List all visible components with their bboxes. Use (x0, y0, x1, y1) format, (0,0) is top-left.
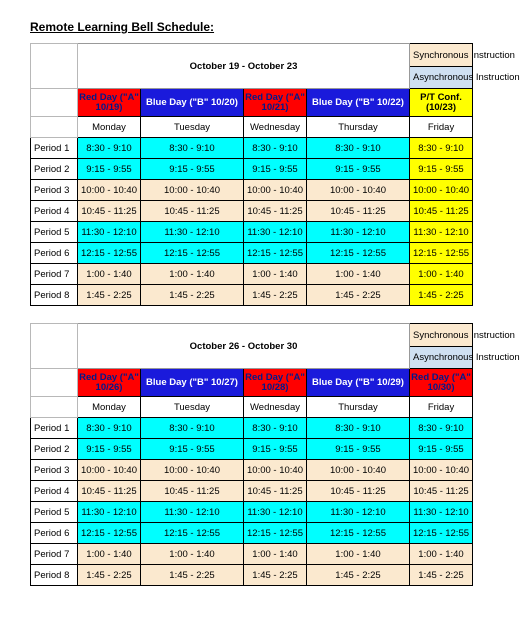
legend-synchronous: Synchronous Instruction (410, 324, 473, 347)
table-row (31, 285, 473, 306)
period-time-cell: 10:00 - 10:40 (141, 460, 244, 481)
period-time-cell: 1:45 - 2:25 (244, 565, 307, 586)
period-time-cell: 10:45 - 11:25 (410, 481, 473, 502)
empty-cell (31, 369, 78, 397)
table-row (31, 222, 473, 243)
week-date-range: October 19 - October 23 (78, 44, 410, 89)
day-type-label: Red Day ("A" 10/26) (78, 369, 141, 397)
day-name: Thursday (307, 117, 410, 138)
day-name: Tuesday (141, 117, 244, 138)
empty-cell (31, 117, 78, 138)
week-schedule-table (30, 323, 520, 586)
day-type-label: Red Day ("A" 10/19) (78, 89, 141, 117)
day-type-label: Blue Day ("B" 10/22) (307, 89, 410, 117)
period-label: Period 3 (31, 180, 78, 201)
period-time-cell: 8:30 - 9:10 (78, 418, 141, 439)
period-time-cell: 10:00 - 10:40 (410, 460, 473, 481)
day-name: Thursday (307, 397, 410, 418)
period-time-cell: 10:45 - 11:25 (410, 201, 473, 222)
page-title: Remote Learning Bell Schedule: (30, 20, 215, 34)
period-time-cell: 10:00 - 10:40 (244, 180, 307, 201)
day-type-label: Red Day ("A" 10/30) (410, 369, 473, 397)
empty-cell (31, 397, 78, 418)
period-time-cell: 10:00 - 10:40 (307, 460, 410, 481)
period-time-cell: 10:45 - 11:25 (141, 481, 244, 502)
period-time-cell: 10:00 - 10:40 (410, 180, 473, 201)
period-label: Period 4 (31, 481, 78, 502)
header-corner-cell (31, 324, 78, 369)
period-time-cell: 1:00 - 1:40 (78, 544, 141, 565)
day-type-label: P/T Conf. (10/23) (410, 89, 473, 117)
period-label: Period 6 (31, 523, 78, 544)
table-row (31, 159, 473, 180)
period-label: Period 3 (31, 460, 78, 481)
table-row (31, 523, 473, 544)
period-time-cell: 1:45 - 2:25 (307, 285, 410, 306)
table-row (31, 481, 473, 502)
day-name: Wednesday (244, 397, 307, 418)
period-label: Period 6 (31, 243, 78, 264)
period-time-cell: 8:30 - 9:10 (410, 418, 473, 439)
day-name: Wednesday (244, 117, 307, 138)
period-time-cell: 10:45 - 11:25 (78, 481, 141, 502)
period-time-cell: 1:45 - 2:25 (78, 285, 141, 306)
period-label: Period 2 (31, 439, 78, 460)
empty-cell (31, 89, 78, 117)
period-time-cell: 11:30 - 12:10 (410, 502, 473, 523)
period-time-cell: 1:45 - 2:25 (141, 565, 244, 586)
period-time-cell: 1:00 - 1:40 (307, 264, 410, 285)
period-time-cell: 1:00 - 1:40 (141, 264, 244, 285)
period-time-cell: 8:30 - 9:10 (141, 418, 244, 439)
day-type-label: Red Day ("A" 10/28) (244, 369, 307, 397)
period-time-cell: 1:00 - 1:40 (410, 264, 473, 285)
period-time-cell: 8:30 - 9:10 (78, 138, 141, 159)
day-type-label: Blue Day ("B" 10/27) (141, 369, 244, 397)
legend-asynchronous: Asynchronous Instruction (410, 347, 473, 369)
day-type-label: Blue Day ("B" 10/29) (307, 369, 410, 397)
period-time-cell: 12:15 - 12:55 (141, 523, 244, 544)
period-label: Period 7 (31, 264, 78, 285)
period-time-cell: 10:45 - 11:25 (307, 481, 410, 502)
table-row (31, 264, 473, 285)
period-label: Period 2 (31, 159, 78, 180)
period-time-cell: 9:15 - 9:55 (78, 439, 141, 460)
period-time-cell: 9:15 - 9:55 (307, 159, 410, 180)
period-time-cell: 11:30 - 12:10 (307, 222, 410, 243)
period-label: Period 1 (31, 418, 78, 439)
period-time-cell: 1:00 - 1:40 (410, 544, 473, 565)
period-time-cell: 9:15 - 9:55 (307, 439, 410, 460)
period-time-cell: 11:30 - 12:10 (244, 502, 307, 523)
period-time-cell: 8:30 - 9:10 (141, 138, 244, 159)
period-time-cell: 9:15 - 9:55 (410, 439, 473, 460)
period-time-cell: 1:45 - 2:25 (410, 565, 473, 586)
period-time-cell: 10:00 - 10:40 (244, 460, 307, 481)
period-time-cell: 11:30 - 12:10 (410, 222, 473, 243)
legend-asynchronous: Asynchronous Instruction (410, 67, 473, 89)
period-time-cell: 9:15 - 9:55 (244, 439, 307, 460)
period-time-cell: 11:30 - 12:10 (307, 502, 410, 523)
table-row (31, 544, 473, 565)
period-time-cell: 1:45 - 2:25 (410, 285, 473, 306)
day-type-label: Red Day ("A" 10/21) (244, 89, 307, 117)
period-time-cell: 12:15 - 12:55 (78, 243, 141, 264)
period-time-cell: 1:45 - 2:25 (141, 285, 244, 306)
period-time-cell: 11:30 - 12:10 (78, 502, 141, 523)
period-time-cell: 11:30 - 12:10 (141, 222, 244, 243)
table-row (31, 502, 473, 523)
period-time-cell: 1:00 - 1:40 (307, 544, 410, 565)
period-time-cell: 11:30 - 12:10 (244, 222, 307, 243)
period-time-cell: 10:45 - 11:25 (78, 201, 141, 222)
period-time-cell: 12:15 - 12:55 (307, 523, 410, 544)
table-row (31, 243, 473, 264)
period-label: Period 8 (31, 565, 78, 586)
period-time-cell: 12:15 - 12:55 (244, 243, 307, 264)
period-time-cell: 9:15 - 9:55 (244, 159, 307, 180)
period-time-cell: 10:00 - 10:40 (78, 460, 141, 481)
period-time-cell: 9:15 - 9:55 (141, 159, 244, 180)
day-name: Friday (410, 397, 473, 418)
table-row (31, 201, 473, 222)
period-time-cell: 8:30 - 9:10 (307, 418, 410, 439)
period-time-cell: 11:30 - 12:10 (141, 502, 244, 523)
period-label: Period 1 (31, 138, 78, 159)
period-time-cell: 1:00 - 1:40 (78, 264, 141, 285)
legend-synchronous: Synchronous Instruction (410, 44, 473, 67)
day-name: Tuesday (141, 397, 244, 418)
header-corner-cell (31, 44, 78, 89)
period-time-cell: 12:15 - 12:55 (244, 523, 307, 544)
week-date-range: October 26 - October 30 (78, 324, 410, 369)
week-schedule-table (30, 43, 520, 306)
table-row (31, 460, 473, 481)
period-time-cell: 8:30 - 9:10 (244, 138, 307, 159)
period-time-cell: 12:15 - 12:55 (141, 243, 244, 264)
period-time-cell: 1:45 - 2:25 (307, 565, 410, 586)
period-label: Period 8 (31, 285, 78, 306)
period-time-cell: 12:15 - 12:55 (307, 243, 410, 264)
period-time-cell: 9:15 - 9:55 (410, 159, 473, 180)
table-row (31, 180, 473, 201)
period-time-cell: 10:45 - 11:25 (141, 201, 244, 222)
period-label: Period 5 (31, 222, 78, 243)
period-time-cell: 1:45 - 2:25 (244, 285, 307, 306)
period-label: Period 5 (31, 502, 78, 523)
period-time-cell: 1:00 - 1:40 (244, 544, 307, 565)
table-row (31, 565, 473, 586)
period-time-cell: 1:00 - 1:40 (141, 544, 244, 565)
period-time-cell: 9:15 - 9:55 (78, 159, 141, 180)
period-time-cell: 1:00 - 1:40 (244, 264, 307, 285)
period-time-cell: 10:45 - 11:25 (244, 201, 307, 222)
period-time-cell: 12:15 - 12:55 (410, 243, 473, 264)
period-label: Period 4 (31, 201, 78, 222)
period-label: Period 7 (31, 544, 78, 565)
period-time-cell: 12:15 - 12:55 (78, 523, 141, 544)
period-time-cell: 10:45 - 11:25 (244, 481, 307, 502)
day-name: Monday (78, 397, 141, 418)
period-time-cell: 10:00 - 10:40 (307, 180, 410, 201)
period-time-cell: 12:15 - 12:55 (410, 523, 473, 544)
table-row (31, 138, 473, 159)
period-time-cell: 10:00 - 10:40 (141, 180, 244, 201)
table-row (31, 439, 473, 460)
day-name: Friday (410, 117, 473, 138)
period-time-cell: 10:45 - 11:25 (307, 201, 410, 222)
period-time-cell: 10:00 - 10:40 (78, 180, 141, 201)
day-name: Monday (78, 117, 141, 138)
table-row (31, 418, 473, 439)
period-time-cell: 11:30 - 12:10 (78, 222, 141, 243)
period-time-cell: 8:30 - 9:10 (307, 138, 410, 159)
period-time-cell: 1:45 - 2:25 (78, 565, 141, 586)
period-time-cell: 9:15 - 9:55 (141, 439, 244, 460)
day-type-label: Blue Day ("B" 10/20) (141, 89, 244, 117)
period-time-cell: 8:30 - 9:10 (244, 418, 307, 439)
period-time-cell: 8:30 - 9:10 (410, 138, 473, 159)
